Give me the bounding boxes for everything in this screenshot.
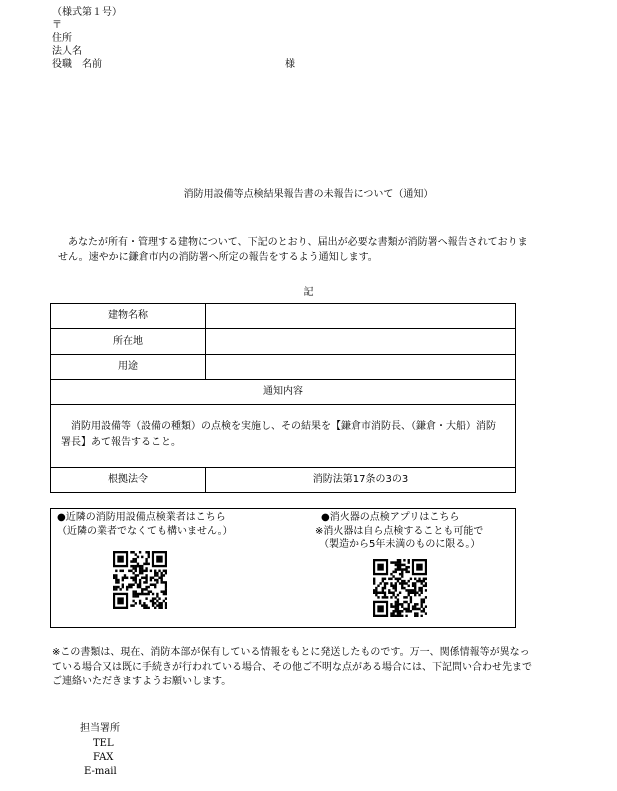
extinguisher-note-2: （製造から5年未満のものに限る。） xyxy=(319,539,481,550)
intro-paragraph: あなたが所有・管理する建物について、下記のとおり、届出が必要な書類が消防署へ報告されておりません。速やかに鎌倉市内の消防署へ所定の報告をするよう通知します。 xyxy=(58,237,528,263)
table-row xyxy=(51,329,516,355)
table-row xyxy=(51,304,516,329)
ki-heading: 記 xyxy=(303,287,314,298)
address-label: 住所 xyxy=(52,33,72,44)
corporation-label: 法人名 xyxy=(52,46,82,57)
extinguisher-title: ●消火器の点検アプリはこちら xyxy=(321,512,460,523)
position-name-label: 役職 名前 xyxy=(52,59,102,70)
tel-label: TEL xyxy=(93,738,114,749)
contractor-title: ●近隣の消防用設備点検業者はこちら xyxy=(57,512,226,523)
postal-mark: 〒 xyxy=(52,20,62,31)
notification-table xyxy=(50,303,516,493)
extinguisher-app-qr-code[interactable] xyxy=(373,559,427,617)
contractor-column xyxy=(57,511,257,538)
contractor-qr-code[interactable] xyxy=(113,551,167,609)
honorific: 様 xyxy=(285,59,295,70)
form-number: （様式第１号） xyxy=(52,7,122,18)
notice-header: 通知内容 xyxy=(51,380,516,405)
use-value xyxy=(206,355,516,380)
footer-notice: ※この書類は、現在、消防本部が保有している情報をもとに発送したものです。万一、関係情報等が異なっている場合又は既に手続きが行われている場合、その他ご不明な点がある場合には、下記問い合わせ先までご連絡いただきますようお願いします。 xyxy=(52,647,532,687)
table-row xyxy=(51,468,516,493)
table-row xyxy=(51,355,516,380)
location-label: 所在地 xyxy=(51,329,206,355)
legal-basis-label: 根拠法令 xyxy=(51,468,206,493)
building-name-label: 建物名称 xyxy=(51,304,206,329)
office-label: 担当署所 xyxy=(80,723,120,734)
legal-basis-value: 消防法第17条の3の3 xyxy=(206,468,516,493)
table-row xyxy=(51,380,516,405)
table-row xyxy=(51,405,516,468)
location-value xyxy=(206,329,516,355)
use-label: 用途 xyxy=(51,355,206,380)
notice-content: 消防用設備等（設備の種類）の点検を実施し、その結果を【鎌倉市消防長、（鎌倉・大船）消防署長】あて報告すること。 xyxy=(51,405,516,468)
contractor-note: （近隣の業者でなくても構いません。） xyxy=(57,525,233,537)
qr-section xyxy=(50,508,516,628)
extinguisher-column xyxy=(315,511,515,552)
fax-label: FAX xyxy=(93,752,114,763)
document-subject: 消防用設備等点検結果報告書の未報告について（通知） xyxy=(183,189,434,200)
building-name-value xyxy=(206,304,516,329)
extinguisher-note-1: ※消火器は自ら点検することも可能で xyxy=(315,525,484,537)
email-label: E-mail xyxy=(84,766,117,777)
